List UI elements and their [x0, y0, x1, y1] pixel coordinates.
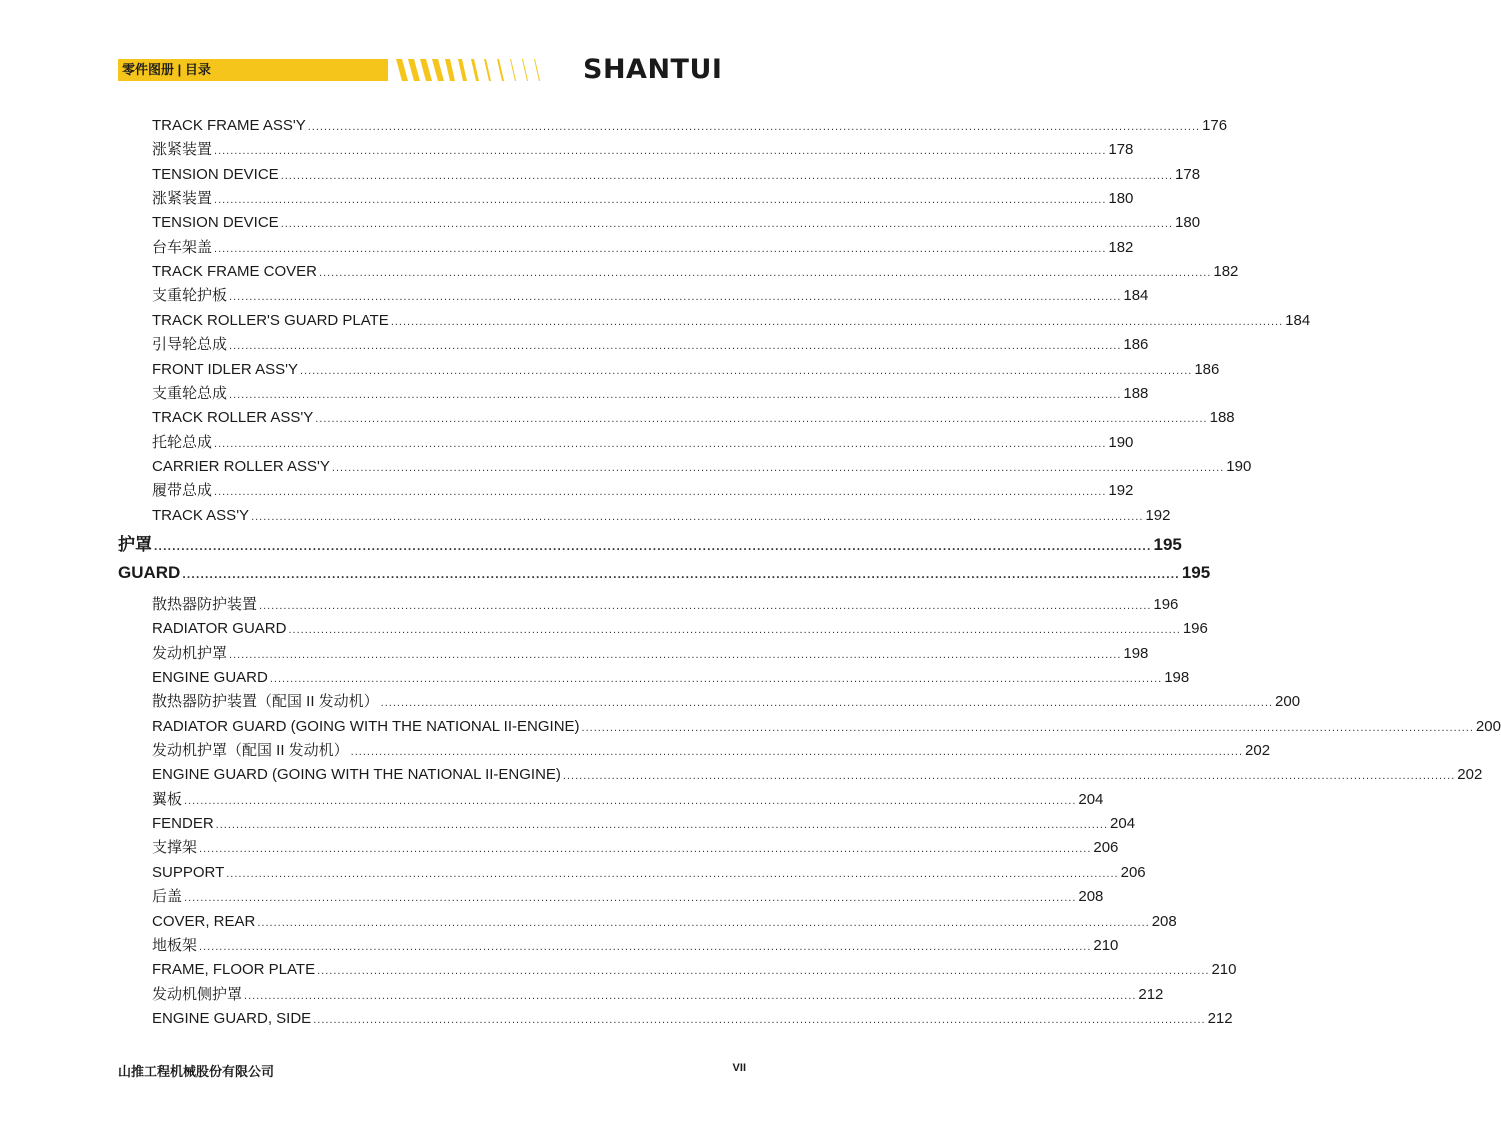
toc-entry-label: RADIATOR GUARD (GOING WITH THE NATIONAL II-ENGINE) — [152, 717, 580, 735]
toc-entry[interactable] — [152, 433, 1134, 453]
toc-entry[interactable] — [152, 765, 1483, 785]
toc-dot-leader: ............................................................................................................................................................................................................................ — [214, 437, 1107, 450]
toc-entry[interactable] — [152, 595, 1179, 615]
toc-dot-leader: ............................................................................................................................................................................................................................ — [259, 599, 1152, 612]
footer-company: 山推工程机械股份有限公司 — [118, 1064, 275, 1079]
toc-entry-label: COVER, REAR — [152, 912, 256, 930]
toc-entry[interactable] — [152, 838, 1119, 858]
toc-entry[interactable] — [152, 116, 1228, 136]
toc-entry-page: 190 — [1226, 457, 1252, 475]
toc-entry-label: TRACK ROLLER ASS'Y — [152, 409, 314, 427]
toc-entry-label: 发动机侧护罩 — [152, 985, 243, 1003]
toc-entry-page: 188 — [1209, 409, 1235, 427]
toc-entry-page: 186 — [1194, 360, 1220, 378]
toc-dot-leader: ............................................................................................................................................................................................................................ — [299, 364, 1193, 377]
toc-dot-leader: ............................................................................................................................................................................................................................ — [199, 843, 1092, 856]
toc-dot-leader: ............................................................................................................................................................................................................................ — [214, 242, 1107, 255]
toc-entry-label: 履带总成 — [152, 482, 213, 500]
toc-entry-label: 支重轮总成 — [152, 384, 228, 402]
toc-entry[interactable] — [152, 619, 1208, 639]
toc-entry-page: 196 — [1182, 620, 1208, 638]
toc-entry-page: 182 — [1213, 263, 1239, 281]
toc-entry-label: ENGINE GUARD, SIDE — [152, 1009, 312, 1027]
toc-entry[interactable] — [152, 311, 1311, 331]
toc-entry-page: 212 — [1138, 985, 1164, 1003]
toc-entry-page: 206 — [1093, 839, 1119, 857]
toc-dot-leader: ............................................................................................................................................................................................................................ — [214, 194, 1107, 207]
toc-entry-page: 204 — [1110, 815, 1136, 833]
toc-dot-leader: ............................................................................................................................................................................................................................ — [229, 388, 1122, 401]
toc-entry-page: 212 — [1207, 1009, 1233, 1027]
toc-entry-label: SUPPORT — [152, 863, 225, 881]
toc-entry-label: 引导轮总成 — [152, 336, 228, 354]
toc-entry-label: TRACK FRAME COVER — [152, 263, 318, 281]
toc-entry[interactable] — [152, 668, 1190, 688]
toc-section-entry[interactable] — [118, 534, 1182, 556]
toc-dot-leader: ............................................................................................................................................................................................................................ — [214, 145, 1107, 158]
toc-entry-page: 192 — [1145, 506, 1171, 524]
toc-entry-page: 196 — [1153, 595, 1179, 613]
toc-entry-page: 198 — [1164, 669, 1190, 686]
toc-entry-page: 195 — [1181, 563, 1211, 583]
toc-dot-leader: ............................................................................................................................................................................................................................ — [288, 624, 1181, 637]
toc-entry[interactable] — [152, 790, 1104, 810]
toc-entry[interactable] — [152, 189, 1134, 209]
toc-entry-label: FRONT IDLER ASS'Y — [152, 360, 298, 378]
toc-entry-page: 180 — [1175, 214, 1201, 232]
toc-entry-page: 210 — [1211, 961, 1237, 979]
toc-entry-page: 184 — [1285, 311, 1311, 329]
toc-entry-label: 支重轮护板 — [152, 287, 228, 305]
toc-entry-page: 208 — [1151, 912, 1177, 930]
toc-entry-label: 涨紧装置 — [152, 141, 213, 159]
toc-entry[interactable] — [152, 692, 1301, 712]
toc-dot-leader: ............................................................................................................................................................................................................................ — [199, 940, 1092, 953]
toc-entry[interactable] — [152, 335, 1149, 355]
toc-dot-leader: ............................................................................................................................................................................................................................ — [215, 819, 1109, 832]
toc-entry-label: FRAME, FLOOR PLATE — [152, 961, 316, 979]
toc-entry-page: 204 — [1078, 790, 1104, 808]
toc-dot-leader: ............................................................................................................................................................................................................................ — [280, 169, 1174, 182]
toc-dot-leader: ............................................................................................................................................................................................................................ — [226, 867, 1119, 880]
toc-entry-page: 195 — [1153, 534, 1182, 554]
toc-entry[interactable] — [152, 384, 1149, 404]
toc-dot-leader: ............................................................................................................................................................................................................................ — [229, 291, 1122, 304]
toc-entry-label: TENSION DEVICE — [152, 165, 279, 183]
toc-entry[interactable] — [152, 457, 1252, 477]
toc-dot-leader: ............................................................................................................................................................................................................................ — [269, 673, 1163, 685]
toc-dot-leader: ............................................................................................................................................................................................................................ — [317, 965, 1210, 978]
footer-page-number: VII — [732, 1062, 746, 1074]
toc-entry[interactable] — [152, 286, 1149, 306]
toc-dot-leader: ............................................................................................................................................................................................................................ — [257, 916, 1150, 929]
toc-entry[interactable] — [152, 863, 1146, 883]
toc-entry-label: 后盖 — [152, 888, 183, 906]
toc-entry-page: 198 — [1123, 644, 1149, 662]
toc-dot-leader: ............................................................................................................................................................................................................................ — [182, 567, 1180, 582]
toc-dot-leader: ............................................................................................................................................................................................................................ — [229, 648, 1122, 661]
toc-dot-leader: ............................................................................................................................................................................................................................ — [229, 340, 1122, 353]
toc-dot-leader: ............................................................................................................................................................................................................................ — [313, 1013, 1206, 1026]
toc-entry-label: GUARD — [118, 563, 181, 583]
toc-entry[interactable] — [152, 887, 1104, 907]
toc-entry[interactable] — [152, 717, 1501, 737]
toc-entry-label: 发动机护罩 — [152, 644, 228, 662]
toc-dot-leader: ............................................................................................................................................................................................................................ — [319, 267, 1212, 280]
toc-entry-page: 184 — [1123, 287, 1149, 305]
toc-dot-leader: ............................................................................................................................................................................................................................ — [315, 413, 1208, 426]
toc-dot-leader: ............................................................................................................................................................................................................................ — [214, 486, 1107, 499]
toc-entry-page: 200 — [1475, 717, 1501, 735]
toc-entry-page: 182 — [1108, 238, 1134, 256]
toc-entry-page: 192 — [1108, 482, 1134, 500]
toc-entry[interactable] — [152, 262, 1239, 282]
toc-entry[interactable] — [152, 985, 1164, 1005]
toc-dot-leader: ............................................................................................................................................................................................................................ — [581, 721, 1474, 734]
toc-entry-label: TRACK ROLLER'S GUARD PLATE — [152, 311, 389, 329]
toc-entry-page: 180 — [1108, 190, 1134, 208]
toc-entry-label: 散热器防护装置（配国 II 发动机） — [152, 693, 379, 711]
toc-entry[interactable] — [152, 1009, 1233, 1029]
shantui-logo: SHANTUI — [583, 54, 723, 85]
toc-entry-label: ENGINE GUARD — [152, 669, 268, 686]
toc-entry-page: 178 — [1175, 165, 1201, 183]
toc-dot-leader: ............................................................................................................................................................................................................................ — [307, 121, 1201, 133]
toc-entry-label: 地板架 — [152, 936, 198, 954]
toc-entry-page: 188 — [1123, 384, 1149, 402]
toc-dot-leader: ............................................................................................................................................................................................................................ — [280, 218, 1174, 231]
toc-entry-page: 186 — [1123, 336, 1149, 354]
toc-entry-page: 202 — [1245, 742, 1271, 760]
toc-entry-label: 翼板 — [152, 790, 183, 808]
toc-entry-label: 涨紧装置 — [152, 190, 213, 208]
header-title: 零件图册 | 目录 — [122, 62, 211, 77]
toc-entry[interactable] — [152, 741, 1271, 761]
toc-entry-page: 202 — [1457, 766, 1483, 784]
toc-entry[interactable] — [152, 506, 1171, 526]
toc-entry-label: RADIATOR GUARD — [152, 620, 287, 638]
toc-dot-leader: ............................................................................................................................................................................................................................ — [251, 510, 1144, 523]
toc-entry[interactable] — [152, 912, 1177, 932]
toc-entry[interactable] — [152, 960, 1237, 980]
toc-entry[interactable] — [152, 213, 1201, 233]
toc-entry-page: 178 — [1108, 141, 1134, 159]
toc-entry-label: ENGINE GUARD (GOING WITH THE NATIONAL II-ENGINE) — [152, 766, 561, 784]
toc-entry[interactable] — [152, 408, 1235, 428]
toc-entry-label: 散热器防护装置 — [152, 595, 258, 613]
toc-entry-label: TENSION DEVICE — [152, 214, 279, 232]
toc-dot-leader: ............................................................................................................................................................................................................................ — [184, 794, 1077, 807]
toc-entry-page: 176 — [1202, 117, 1228, 134]
toc-entry-label: 发动机护罩（配国 II 发动机） — [152, 742, 349, 760]
toc-dot-leader: ............................................................................................................................................................................................................................ — [154, 538, 1152, 553]
toc-entry-page: 200 — [1275, 693, 1301, 711]
toc-entry-label: 台车架盖 — [152, 238, 213, 256]
toc-dot-leader: ............................................................................................................................................................................................................................ — [390, 315, 1284, 328]
toc-dot-leader: ............................................................................................................................................................................................................................ — [184, 892, 1077, 905]
header-stripes-decoration — [388, 59, 553, 81]
toc-entry-page: 210 — [1093, 936, 1119, 954]
toc-entry-page: 208 — [1078, 888, 1104, 906]
toc-entry-label: 托轮总成 — [152, 433, 213, 451]
toc-entry-label: TRACK ASS'Y — [152, 506, 250, 524]
toc-entry-label: FENDER — [152, 815, 214, 833]
toc-entry[interactable] — [152, 644, 1149, 664]
toc-entry-label: CARRIER ROLLER ASS'Y — [152, 457, 330, 475]
toc-entry[interactable] — [152, 238, 1134, 258]
toc-entry-label: 护罩 — [118, 534, 152, 554]
toc-entry[interactable] — [152, 165, 1201, 185]
toc-dot-leader: ............................................................................................................................................................................................................................ — [380, 697, 1274, 710]
toc-entry[interactable] — [152, 936, 1119, 956]
toc-entry[interactable] — [152, 814, 1136, 834]
toc-entry-label: 支撑架 — [152, 839, 198, 857]
toc-entry-label: TRACK FRAME ASS'Y — [152, 117, 306, 134]
toc-dot-leader: ............................................................................................................................................................................................................................ — [350, 746, 1244, 759]
toc-entry[interactable] — [152, 481, 1134, 501]
toc-dot-leader: ............................................................................................................................................................................................................................ — [331, 461, 1225, 474]
toc-dot-leader: ............................................................................................................................................................................................................................ — [244, 989, 1137, 1002]
toc-entry[interactable] — [152, 360, 1220, 380]
toc-section-entry[interactable] — [118, 562, 1211, 584]
toc-dot-leader: ............................................................................................................................................................................................................................ — [562, 770, 1456, 783]
toc-entry-page: 190 — [1108, 433, 1134, 451]
toc-entry-page: 206 — [1120, 863, 1146, 881]
toc-entry[interactable] — [152, 140, 1134, 160]
